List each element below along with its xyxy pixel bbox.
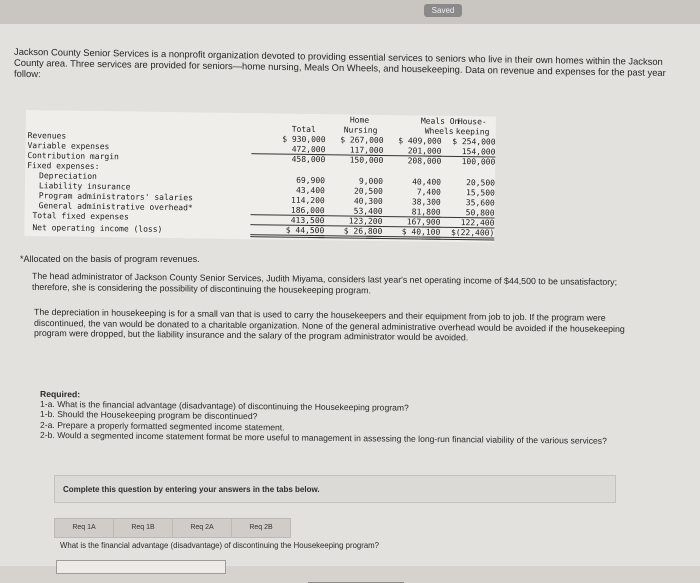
cell-salaries-home: 40,300 (353, 196, 383, 206)
footnote: *Allocated on the basis of program revenues. (20, 254, 200, 264)
required-item-2a: 2-a. Prepare a properly formatted segmented income statement. (40, 419, 285, 433)
cell-netincome-meals: $ 40,100 (366, 227, 440, 240)
cell-revenues-home: $ 267,000 (340, 135, 384, 145)
cell-totalfixed-total: 413,500 (250, 215, 324, 226)
cell-depreciation-home: 9,000 (358, 176, 384, 186)
cell-revenues-house: $ 254,000 (452, 136, 496, 147)
cell-liability-house: 15,500 (465, 188, 495, 198)
header-meals: Meals On (420, 116, 460, 127)
cell-revenues-total: $ 930,000 (282, 134, 326, 145)
header-nursing: Nursing (343, 125, 378, 135)
cell-contribution-house: 100,000 (461, 157, 496, 167)
tab-req-2b[interactable]: Req 2B (231, 518, 291, 538)
tab-req-1b[interactable]: Req 1B (113, 518, 173, 538)
cell-overhead-house: 50,800 (421, 208, 495, 219)
cell-variable-total: 472,000 (251, 144, 325, 155)
row-label-net-income: Net operating income (loss) (32, 223, 163, 234)
cell-netincome-home: $ 26,800 (308, 226, 382, 239)
row-label-variable: Variable expenses (27, 141, 110, 152)
row-label-depreciation: Depreciation (39, 171, 97, 181)
header-home: Home (349, 115, 370, 125)
header-keeping: keeping (455, 127, 490, 137)
cell-depreciation-house: 20,500 (466, 178, 496, 188)
tab-req-1a[interactable]: Req 1A (54, 518, 114, 538)
cell-salaries-total: 114,200 (290, 195, 325, 206)
answer-input[interactable] (56, 560, 226, 574)
cell-depreciation-meals: 40,400 (412, 177, 442, 187)
cell-contribution-total: 458,000 (291, 154, 326, 165)
required-section (40, 389, 640, 446)
cell-contribution-home: 150,000 (349, 155, 384, 165)
required-item-1b: 1-b. Should the Housekeeping program be discontinued? (40, 409, 258, 422)
cell-liability-home: 20,500 (353, 186, 383, 196)
cell-variable-house: 154,000 (421, 147, 495, 158)
cell-salaries-house: 35,600 (465, 198, 495, 208)
complete-instructions-box (54, 475, 616, 503)
cell-netincome-total: $ 44,500 (250, 225, 324, 238)
cell-netincome-house: $(22,400) (420, 228, 494, 241)
cell-overhead-total: 186,000 (251, 205, 325, 216)
top-bar (0, 0, 700, 24)
row-label-liability: Liability insurance (38, 181, 131, 192)
header-wheels: Wheels (424, 126, 454, 136)
cell-totalfixed-house: 122,400 (420, 218, 494, 229)
row-label-salaries: Program administrators' salaries (38, 191, 193, 203)
paragraph-head-administrator: The head administrator of Jackson County Senior Services, Judith Miyama, considers last year's net operating income of $44,500 to be unsatisfactory; therefore, she is considering the possibility of discontinuing the housekeeping program. (32, 270, 618, 295)
row-label-revenues: Revenues (27, 131, 67, 141)
cell-salaries-meals: 38,300 (411, 197, 441, 207)
cell-totalfixed-home: 123,200 (308, 216, 382, 227)
required-item-1a: 1-a. What is the financial advantage (disadvantage) of discontinuing the Housekeeping program? (40, 399, 409, 413)
complete-instructions-text: Complete this question by entering your answers in the tabs below. (63, 485, 320, 494)
cell-variable-meals: 201,000 (367, 146, 441, 157)
intro-text: Jackson County Senior Services is a nonprofit organization devoted to providing essential services to seniors who live in their own homes within the Jackson County area. Three services are provided for seniors—home nursing, Meals On Wheels, and housekeeping. Data on revenue and expenses for the past year follow: (14, 45, 666, 80)
header-total: Total (291, 124, 316, 135)
question-page (0, 24, 700, 566)
cell-contribution-meals: 208,000 (407, 156, 442, 166)
paragraph-depreciation: The depreciation in housekeeping is for a small van that is used to carry the housekeepers and their equipment from job to job. If the program were discontinued, the van would be donated to a charitable organization. None of the general administrative overhead would be avoided if the housekeeping program were dropped, but the liability insurance and the salary of the program administrator would be avoided. (34, 306, 625, 343)
row-label-contribution: Contribution margin (27, 151, 119, 162)
row-label-overhead: General administrative overhead* (38, 201, 193, 213)
saved-status-badge: Saved (424, 4, 462, 17)
cell-liability-total: 43,400 (295, 185, 325, 196)
revenue-expense-table (24, 110, 496, 243)
cell-liability-meals: 7,400 (416, 187, 441, 197)
tab-req-2a[interactable]: Req 2A (172, 518, 232, 538)
cell-overhead-meals: 81,800 (367, 207, 441, 218)
cell-depreciation-total: 69,900 (296, 175, 326, 186)
cell-totalfixed-meals: 167,900 (366, 217, 440, 228)
required-item-2b: 2-b. Would a segmented income statement format be more useful to management in assessing the long-run financial viability of the various services? (40, 429, 607, 446)
row-label-total-fixed: Total fixed expenses (32, 211, 129, 222)
cell-overhead-home: 53,400 (309, 206, 383, 217)
row-label-fixed: Fixed expenses: (27, 161, 100, 172)
tab-question: What is the financial advantage (disadvantage) of discontinuing the Housekeeping program? (60, 541, 380, 550)
cell-revenues-meals: $ 409,000 (398, 136, 442, 146)
header-house: House- (457, 117, 487, 127)
cell-variable-home: 117,000 (309, 145, 383, 156)
required-heading: Required: (40, 388, 81, 400)
